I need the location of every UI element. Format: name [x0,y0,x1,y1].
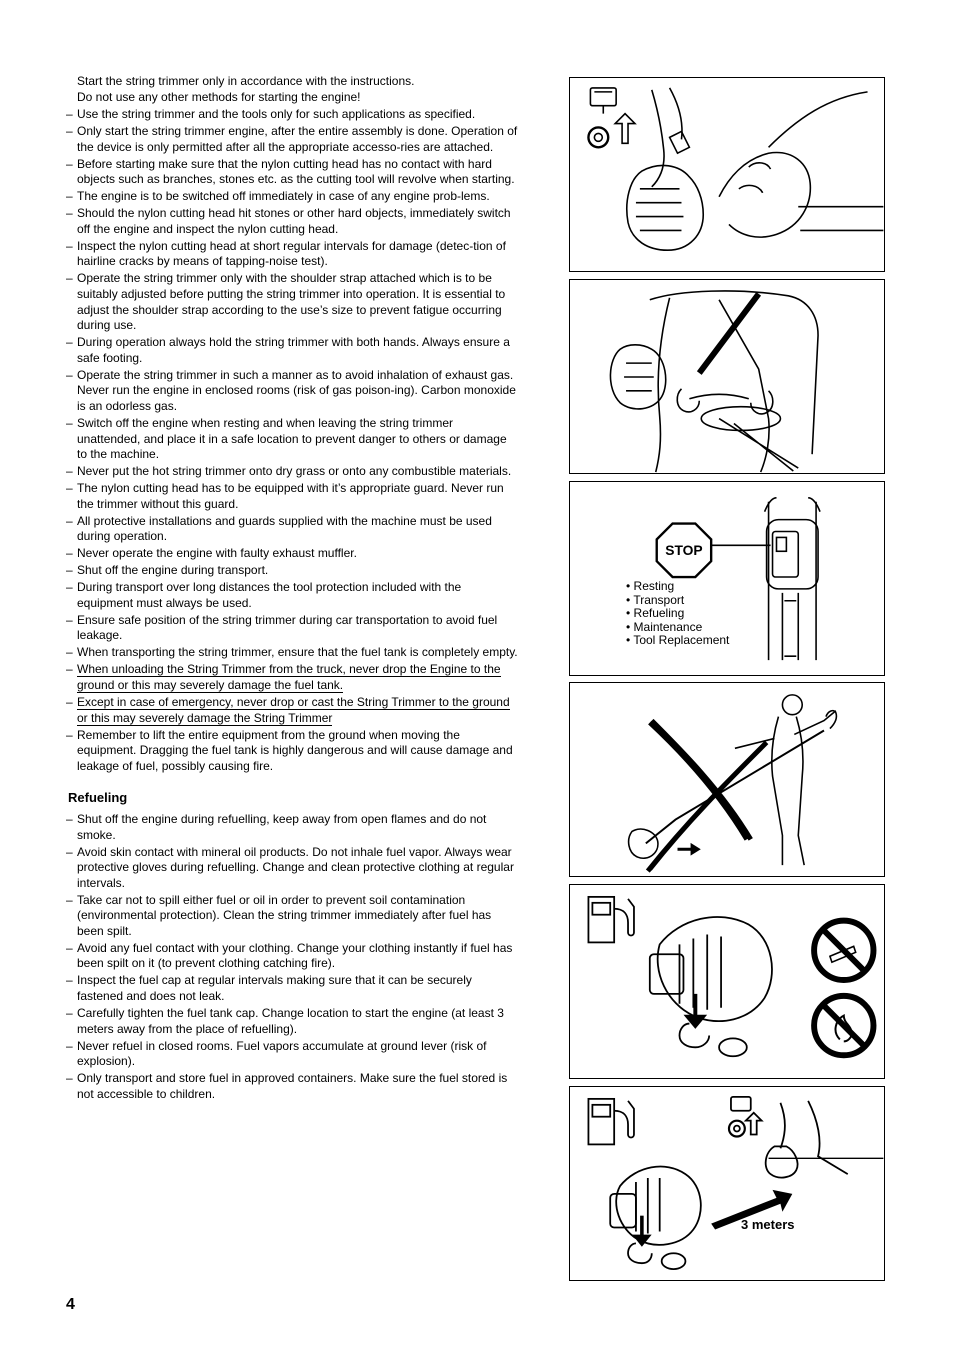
instruction-item [66,893,518,940]
no-smoking-icon [814,921,873,980]
instruction-item [66,189,518,205]
instruction-text: Operate the string trimmer only with the shoulder strap attached which is to be suitably adjusted before putting the string trimmer into operation. It is essential to adjust the shoulder strap according to the use’s size to prevent fatigue occurring during use. [77,271,506,333]
instruction-item [66,206,518,237]
instruction-item [66,546,518,562]
instruction-item [66,514,518,545]
figure-shoulder-strap [569,279,885,474]
stop-condition-item: • Refueling [626,606,685,621]
instruction-item [66,335,518,366]
instruction-text: Except in case of emergency, never drop or cast the String Trimmer to the ground or this may severely damage the String Trimmer [77,694,510,725]
instruction-text: Carefully tighten the fuel tank cap. Change location to start the engine (at least 3 meters away from the place of refuelling). [77,1006,504,1036]
instruction-text: Shut off the engine during transport. [77,563,269,578]
stop-condition-item: • Tool Replacement [626,633,730,648]
instruction-item [66,239,518,270]
instruction-text: Only start the string trimmer engine, after the entire assembly is done. Operation of the device is only permitted after all the appropriate accesso-ries are attached. [77,124,518,154]
instruction-item [66,695,518,726]
instruction-item [66,941,518,972]
stop-sign-label: STOP [665,542,703,559]
shoulder-strap-illustration [570,280,884,473]
instruction-item [66,1071,518,1102]
instruction-item [66,416,518,463]
instruction-text: Avoid any fuel contact with your clothing. Change your clothing instantly if fuel has been spilt on it (to prevent clothing catching fire). [77,940,513,971]
instruction-text: Inspect the nylon cutting head at short regular intervals for damage (detec-tion of hairline cracks by means of tapping-noise test). [77,238,506,269]
instruction-text: Only transport and store fuel in approved containers. Make sure the fuel stored is not accessible to children. [77,1071,508,1101]
figure-refueling-safety [569,884,885,1079]
instruction-text: Ensure safe position of the string trimmer during car transportation to avoid fuel leakage. [77,612,498,643]
stop-condition-item: • Transport [626,592,685,607]
refueling-safety-illustration [570,885,884,1078]
instruction-text: Shut off the engine during refuelling, keep away from open flames and do not smoke. [77,811,487,842]
do-not-drag-illustration [570,683,884,876]
instruction-text: All protective installations and guards supplied with the machine must be used during operation. [77,513,492,544]
instruction-item [66,124,518,155]
instruction-text: Avoid skin contact with mineral oil products. Do not inhale fuel vapor. Always wear protective gloves during refuelling. Change and clean protective clothing at regular intervals. [77,844,514,890]
instruction-text: Before starting make sure that the nylon cutting head has no contact with hard objects such as branches, stones etc. as the cutting tool will revolve when starting. [77,156,515,187]
instruction-item [66,107,518,123]
instruction-text: When transporting the string trimmer, ensure that the fuel tank is completely empty. [77,645,518,660]
engine-start-icon [729,1097,762,1137]
instructions-column [66,74,518,1104]
instruction-item [66,271,518,333]
figure-do-not-drag [569,682,885,877]
instruction-item [66,812,518,843]
three-meters-illustration [570,1087,884,1280]
instruction-text: Inspect the fuel cap at regular intervals making sure that it can be securely fastened and does not leak. [77,973,472,1004]
stop-conditions-list [626,580,729,648]
instruction-text: The engine is to be switched off immediately in case of any engine prob-lems. [77,189,490,204]
distance-label: 3 meters [741,1217,795,1232]
refueling-instructions-list [66,812,518,1102]
instruction-item [66,368,518,415]
engine-start-icon [588,88,635,147]
instruction-item [66,464,518,480]
instruction-item [66,563,518,579]
instruction-text: Operate the string trimmer in such a manner as to avoid inhalation of exhaust gas. Never run the engine in enclosed rooms (risk of gas poison-ing). Carbon monoxide is an odorless gas. [77,367,516,413]
instruction-item [66,645,518,661]
safety-instructions-list [66,107,518,774]
instruction-text: Should the nylon cutting head hit stones or other hard objects, immediately switch off the engine and inspect the nylon cutting head. [77,206,511,236]
no-open-flame-icon [814,996,873,1055]
instruction-item [66,662,518,693]
intro-text [77,74,518,105]
instruction-text: Use the string trimmer and the tools only for such applications as specified. [77,107,476,122]
page-number: 4 [66,1296,75,1313]
intro-line: Do not use any other methods for starting the engine! [77,89,361,104]
instruction-text: During transport over long distances the tool protection included with the equipment must always be used. [77,580,462,610]
instruction-text: Never operate the engine with faulty exhaust muffler. [77,546,357,561]
instruction-item [66,973,518,1004]
instruction-text: Remember to lift the entire equipment from the ground when moving the equipment. Dragging the fuel tank is highly dangerous and will cause damage and leakage of fuel, possibly causing fire. [77,727,513,773]
instruction-item [66,613,518,644]
instruction-item [66,1039,518,1070]
fuel-pump-icon [588,897,634,943]
refueling-heading: Refueling [68,790,128,806]
starting-engine-illustration [570,78,884,271]
instruction-item [66,157,518,188]
figure-stop-switch [569,481,885,676]
stop-condition-item: • Resting [626,579,675,593]
instruction-item [66,481,518,512]
instruction-item [66,845,518,892]
instruction-text: Never put the hot string trimmer onto dry grass or onto any combustible materials. [77,464,512,479]
figure-starting-engine [569,77,885,272]
instruction-text: Take car not to spill either fuel or oil in order to prevent soil contamination (environmental protection). Clean the string trimmer immediately after fuel has been spilt. [77,892,492,938]
fuel-pump-icon [588,1099,634,1145]
instruction-text: During operation always hold the string trimmer with both hands. Always ensure a safe footing. [77,335,510,365]
instruction-item [66,1006,518,1037]
instruction-item [66,728,518,775]
instruction-item [66,580,518,611]
figure-three-meters [569,1086,885,1281]
intro-line: Start the string trimmer only in accordance with the instructions. [77,74,415,88]
stop-condition-item: • Maintenance [626,619,703,634]
instruction-text: Never refuel in closed rooms. Fuel vapors accumulate at ground lever (risk of explosion). [77,1038,487,1069]
instruction-text: Switch off the engine when resting and when leaving the string trimmer unattended, and place it in a safe location to prevent danger to others or damage to the machine. [77,415,507,462]
instruction-text: When unloading the String Trimmer from the truck, never drop the Engine to the ground or this may severely damage the fuel tank. [77,662,501,692]
instruction-text: The nylon cutting head has to be equipped with it’s appropriate guard. Never run the trimmer without this guard. [77,481,504,511]
